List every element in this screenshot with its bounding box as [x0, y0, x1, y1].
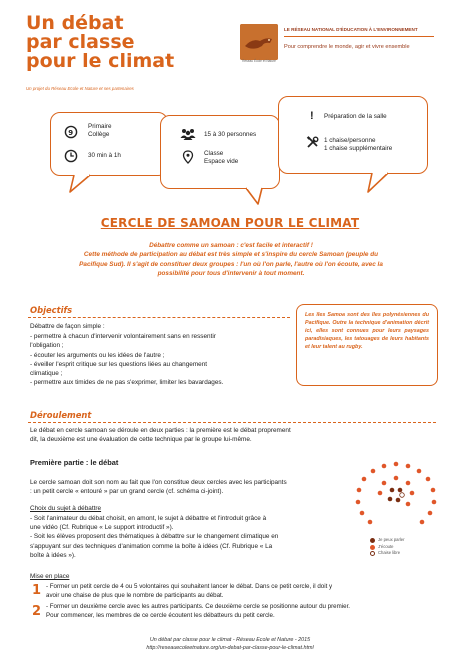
age-nine-plus-icon [64, 125, 78, 142]
footer-link[interactable]: http://reseauecoleetnature.org/un-debat-par-classe-pour-le-climat.html [146, 645, 314, 651]
topic-choice-line: s'appuyant sur des techniques d'animation comme la boîte à idées (Cf. Rubrique « La [30, 542, 273, 550]
talk-dot-icon [370, 538, 375, 543]
brand-title-line3: pour le climat [26, 50, 175, 72]
objective-item: climatique ; [30, 370, 63, 378]
objectives-divider [28, 317, 290, 318]
topic-choice-line: une vidéo (Cf. Rubrique « Le support introductif »). [30, 524, 174, 532]
step-one-number: 1 [32, 583, 42, 598]
part-one-line: Le cercle samoan doit son nom au fait que l'on constitue deux cercles avec les participants [30, 479, 287, 486]
objectives-heading: Objectifs [30, 305, 73, 315]
svg-text:9: 9 [68, 128, 74, 137]
chairs-text [324, 137, 392, 153]
topic-choice-text [30, 514, 342, 560]
brand-tagline: Un projet du Réseau Ecole et Nature et ses partenaires [26, 86, 134, 91]
intro-text [36, 241, 426, 279]
topic-choice-line: boîte à idées »). [30, 551, 76, 559]
step-two-line: Pour commencer, les membres de ce cercle écoutent les débatteurs du petit cercle. [46, 612, 275, 620]
part-one-line: : un petit cercle « entouré » par un grand cercle (cf. schéma ci-joint). [30, 488, 224, 496]
level-college: Collège [88, 131, 110, 138]
objective-item: l'obligation ; [30, 342, 64, 350]
legend-talk-label: Je peux parler [378, 537, 405, 542]
step-one-text [46, 582, 440, 600]
prep-text: Préparation de la salle [324, 113, 387, 120]
objective-item: - écouter les arguments ou les idées de l'autre ; [30, 351, 165, 359]
tools-icon [306, 136, 319, 152]
step-one-line: avoir une chaise de plus que le nombre de participants au débat. [46, 592, 224, 600]
objective-item: - permettre aux timides de ne pas s'exprimer, limiter les bavardages. [30, 379, 224, 387]
objective-item: Débattre de façon simple : [30, 323, 105, 330]
legend-free-chair-label: Chaise libre [378, 550, 401, 555]
listen-dot-icon [370, 545, 375, 550]
legend-item-free-chair [370, 550, 440, 557]
clock-icon [64, 149, 78, 166]
legend-listen-label: J'écoute [378, 543, 394, 549]
step-two-line: - Former un deuxième cercle avec les autres participants. Ce deuxième cercle se positionne autour du premier. [46, 603, 351, 610]
step-one-line: - Former un petit cercle de 4 ou 5 volontaires qui souhaitent lancer le débat. Dans ce petit cercle, il doit y [46, 583, 333, 590]
procedure-intro-line: dit, la deuxième est une évaluation de cette technique par le groupe lui-même. [30, 436, 252, 444]
network-subtitle: Pour comprendre le monde, agir et vivre ensemble [284, 44, 410, 50]
procedure-intro [30, 426, 436, 444]
part-one-text [30, 478, 342, 496]
page-title: CERCLE DE SAMOAN POUR LE CLIMAT [100, 216, 360, 230]
network-logo-label: Réseau École et Nature [242, 59, 276, 63]
step-two-number: 2 [32, 604, 42, 619]
footer [0, 636, 460, 652]
part-one-title: Première partie : le débat [30, 458, 119, 467]
chairs-extra: 1 chaise supplémentaire [324, 145, 393, 152]
place-classroom: Classe [204, 150, 224, 157]
participants-text: 15 à 30 personnes [204, 131, 257, 138]
topic-choice-line: - Soit les élèves proposent des thématiques à débattre sur le changement climatique en [30, 533, 279, 541]
brand-title-line1: Un débat [26, 12, 124, 34]
intro-line: Pacifique Sud). Il s'agit de constituer deux groupes : l'un où l'on parle, l'autre où l'on écoute, avec la [79, 260, 383, 268]
bubble-tails [0, 0, 460, 215]
free-chair-dot-icon [370, 551, 375, 556]
intro-line: Cette méthode de participation au débat est très simple et s'inspire du cercle Samoan (peuple du [83, 251, 379, 259]
intro-line: Débattre comme un samoan : c'est facile et interactif ! [149, 242, 313, 249]
chairs-per-person: 1 chaise/personne [324, 137, 376, 144]
level-text [88, 123, 111, 139]
circle-diagram-svg [350, 460, 442, 536]
samoa-note: Les îles Samoa sont des îles polynésiennes du Pacifique. Outre la technique d'animation décrit ici, elles sont connues pour leurs paysages paradisiaques, les tatouages de leurs habitants et leur talent au rugby. [296, 304, 438, 386]
topic-choice-line: - Soit l'animateur du débat choisit, en amont, le sujet à débattre et l'introduit grâce à [30, 515, 267, 522]
level-primary: Primaire [88, 123, 112, 130]
location-pin-icon [182, 150, 194, 167]
footer-credit: Un débat par classe pour le climat - Réseau Ecole et Nature - 2015 [149, 637, 311, 643]
place-empty-space: Espace vide [204, 158, 239, 165]
duration-text: 30 min à 1h [88, 152, 121, 159]
network-title: LE RÉSEAU NATIONAL D'ÉDUCATION À L'ENVIRONNEMENT [284, 27, 418, 32]
objectives-list [30, 322, 290, 387]
samoan-circle-diagram [350, 460, 442, 536]
people-icon [180, 128, 196, 143]
procedure-heading: Déroulement [30, 410, 92, 420]
step-two-text [46, 602, 440, 620]
brand-title-line2: par classe [26, 31, 135, 53]
procedure-divider [28, 422, 436, 423]
objective-item: - permettre à chacun d'intervenir volontairement sans en ressentir [30, 333, 216, 341]
objective-item: - éveiller l'esprit critique sur les questions liées au changement [30, 360, 208, 368]
place-text [204, 150, 238, 166]
topic-choice-title: Choix du sujet à débattre [30, 505, 102, 512]
exclamation-icon: ! [310, 110, 314, 122]
procedure-intro-line: Le débat en cercle samoan se déroule en deux parties : la première est le débat proprement [30, 427, 291, 434]
intro-line: possibilité pour tous d'intervenir à tout moment. [157, 270, 305, 278]
setup-title: Mise en place [30, 573, 70, 580]
diagram-legend [370, 537, 440, 557]
